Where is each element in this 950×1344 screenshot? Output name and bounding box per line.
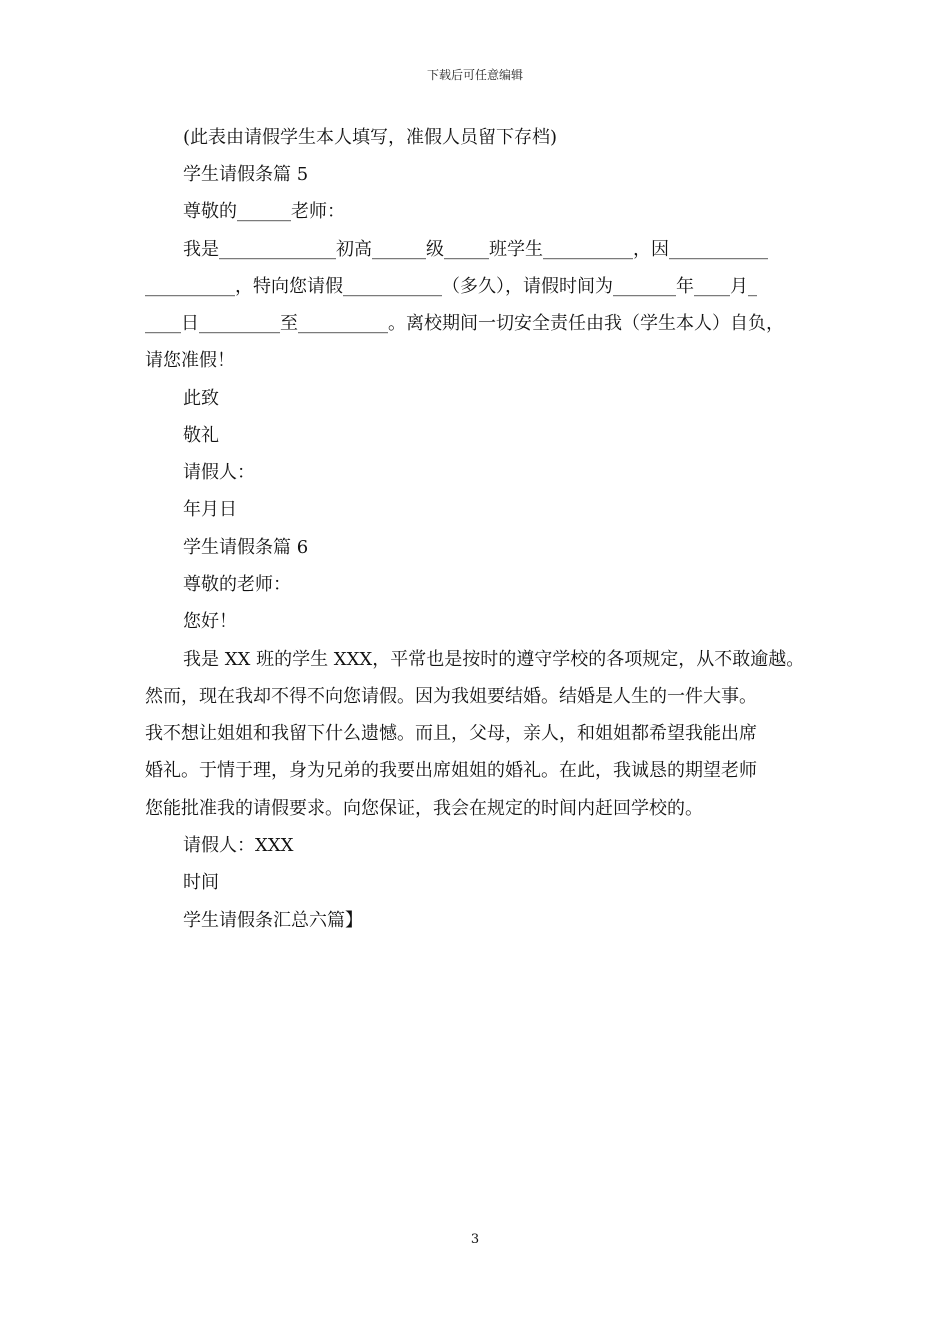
header-note: 下载后可任意编辑 bbox=[426, 68, 523, 82]
date-label: 时间 bbox=[183, 872, 219, 893]
body-line: __________，特向您请假___________（多久），请假时间为_______年____月_ bbox=[145, 276, 757, 297]
body-line: ____日_________至__________。离校期间一切安全责任由我（学生本人）自负， bbox=[145, 313, 784, 334]
body-line: 我不想让姐姐和我留下什么遗憾。而且，父母，亲人，和姐姐都希望我能出席 bbox=[145, 723, 757, 744]
body-line: 您能批准我的请假要求。向您保证，我会在规定的时间内赶回学校的。 bbox=[145, 798, 703, 819]
archive-note: (此表由请假学生本人填写，准假人员留下存档) bbox=[183, 127, 558, 148]
body-line: 我是_____________初高______级_____班学生__________，因___________ bbox=[183, 239, 768, 260]
body-line: 请您准假！ bbox=[145, 350, 235, 371]
body-line: 我是 XX 班的学生 XXX，平常也是按时的遵守学校的各项规定，从不敢逾越。 bbox=[183, 649, 805, 670]
signature-label: 请假人： bbox=[183, 462, 255, 483]
signature-label: 请假人：XXX bbox=[183, 835, 294, 856]
section-title-6: 学生请假条篇 6 bbox=[183, 537, 309, 558]
salutation: 尊敬的______老师： bbox=[183, 201, 345, 222]
date-label: 年月日 bbox=[183, 499, 237, 520]
closing-line: 敬礼 bbox=[183, 425, 219, 446]
closing-line: 此致 bbox=[183, 388, 219, 409]
body-line: 然而，现在我却不得不向您请假。因为我姐要结婚。结婚是人生的一件大事。 bbox=[145, 686, 757, 707]
body-line: 婚礼。于情于理，身为兄弟的我要出席姐姐的婚礼。在此，我诚恳的期望老师 bbox=[145, 760, 757, 781]
summary-line: 学生请假条汇总六篇】 bbox=[183, 910, 363, 931]
salutation: 尊敬的老师： bbox=[183, 574, 291, 595]
page-number: 3 bbox=[470, 1232, 480, 1247]
greeting: 您好！ bbox=[183, 611, 237, 632]
section-title-5: 学生请假条篇 5 bbox=[183, 164, 309, 185]
